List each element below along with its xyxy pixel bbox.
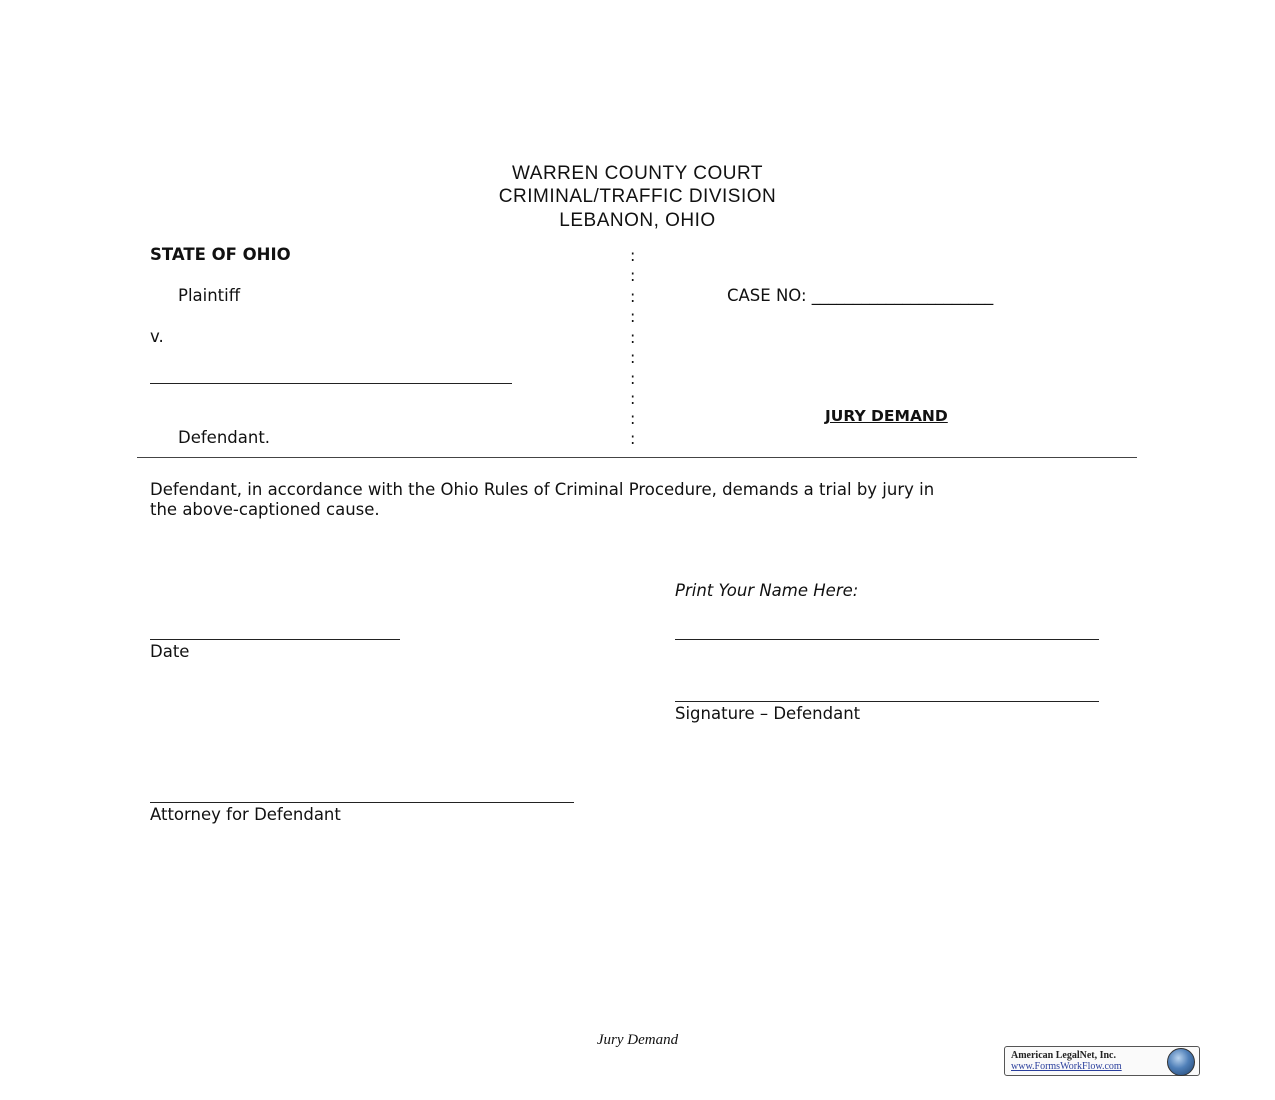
signature-blank[interactable]: [675, 701, 1099, 702]
plaintiff-name: STATE OF OHIO: [150, 245, 291, 264]
defendant-name-blank[interactable]: [150, 383, 512, 384]
demand-paragraph-line2: the above-captioned cause.: [150, 500, 380, 519]
publisher-logo: [1004, 1046, 1200, 1076]
signature-label: Signature – Defendant: [675, 704, 861, 723]
globe-icon: [1167, 1048, 1195, 1076]
demand-paragraph-line1: Defendant, in accordance with the Ohio Rules of Criminal Procedure, demands a trial by jury in: [150, 480, 935, 499]
defendant-role: Defendant.: [178, 428, 271, 447]
plaintiff-role: Plaintiff: [178, 286, 241, 305]
attorney-blank[interactable]: [150, 802, 574, 803]
caption-colon: :: [630, 328, 636, 347]
attorney-label: Attorney for Defendant: [150, 805, 341, 824]
print-name-label: Print Your Name Here:: [675, 581, 859, 600]
caption-colon: :: [630, 409, 636, 428]
case-number-field[interactable]: CASE NO: ______________________: [727, 286, 994, 305]
court-division: CRIMINAL/TRAFFIC DIVISION: [498, 186, 777, 207]
logo-company-name: American LegalNet, Inc.: [1011, 1050, 1116, 1061]
court-location: LEBANON, OHIO: [559, 210, 716, 231]
caption-colon: :: [630, 369, 636, 388]
court-name: WARREN COUNTY COURT: [512, 163, 763, 184]
caption-colon: :: [630, 266, 636, 285]
document-title: JURY DEMAND: [825, 407, 948, 425]
print-name-blank[interactable]: [675, 639, 1099, 640]
caption-colon: :: [630, 307, 636, 326]
caption-colon: :: [630, 287, 636, 306]
footer-title: Jury Demand: [596, 1032, 679, 1048]
caption-colon: :: [630, 246, 636, 265]
caption-colon: :: [630, 429, 636, 448]
caption-colon: :: [630, 348, 636, 367]
caption-divider: [137, 457, 1137, 458]
logo-website-link[interactable]: www.FormsWorkFlow.com: [1011, 1061, 1122, 1072]
caption-colon: :: [630, 389, 636, 408]
date-label: Date: [150, 642, 190, 661]
date-blank[interactable]: [150, 639, 400, 640]
versus-label: v.: [150, 327, 164, 346]
